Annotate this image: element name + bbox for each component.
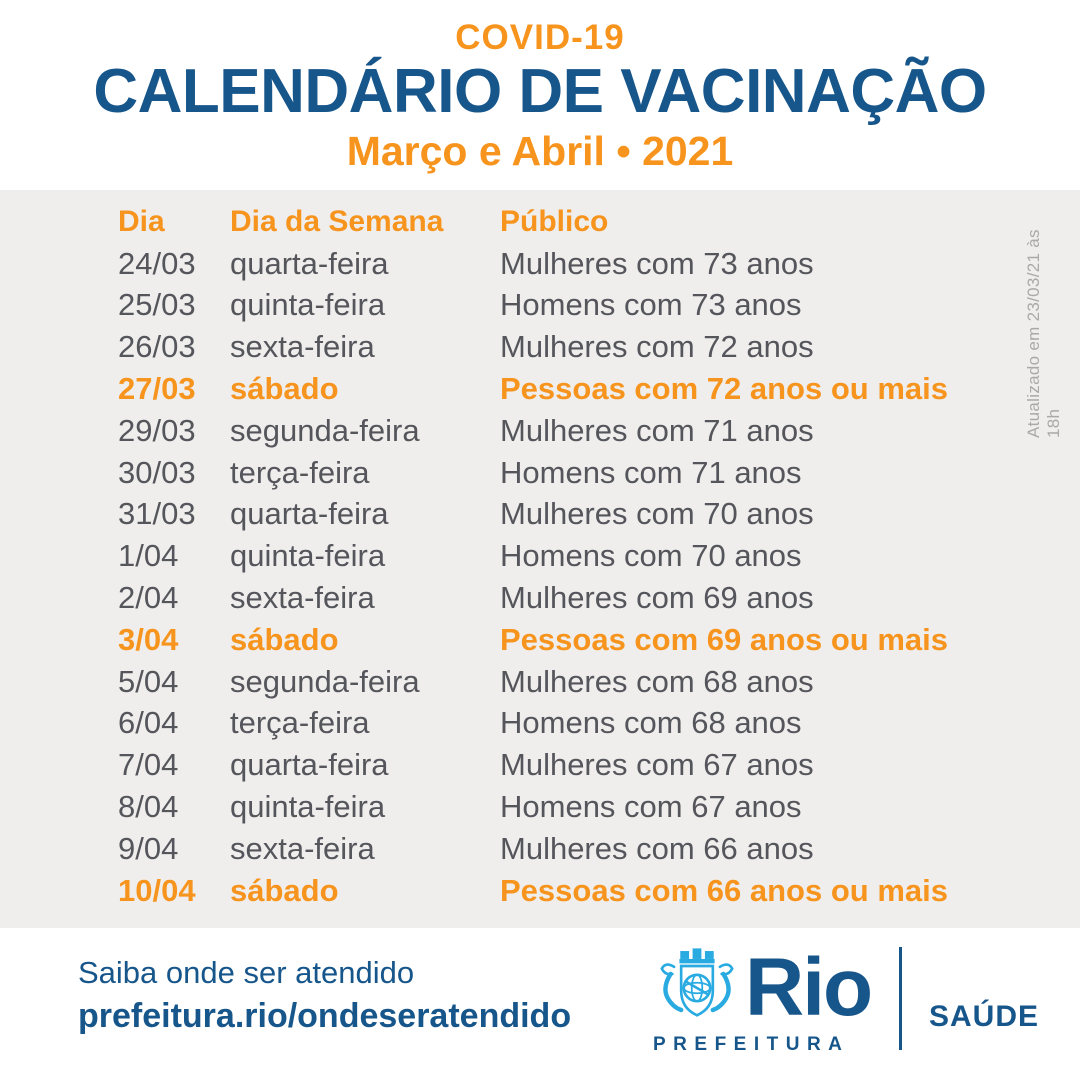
cell-semana: segunda-feira (230, 412, 420, 448)
updated-note: Atualizado em 23/03/21 às 18h (1024, 229, 1063, 438)
footer-cta: Saiba onde ser atendido (78, 955, 415, 990)
cell-publico: Pessoas com 66 anos ou mais (500, 872, 948, 908)
cell-semana: sexta-feira (230, 580, 375, 616)
cell-semana: sexta-feira (230, 830, 375, 866)
cell-dia: 27/03 (118, 371, 196, 407)
table-row (118, 410, 970, 452)
header (0, 0, 1080, 190)
cell-dia: 8/04 (118, 789, 179, 825)
cell-semana: quarta-feira (230, 747, 389, 783)
cell-publico: Mulheres com 66 anos (500, 830, 814, 866)
table-header-row (118, 201, 970, 243)
cell-semana: sábado (230, 621, 339, 657)
cell-semana: quarta-feira (230, 245, 389, 281)
kicker: COVID-19 (455, 18, 625, 57)
table-row (118, 285, 970, 327)
cell-semana: sábado (230, 872, 339, 908)
footer-divider (899, 947, 902, 1050)
cell-dia: 31/03 (118, 496, 196, 532)
table-row (118, 243, 970, 285)
footer-cta-block (78, 955, 571, 1036)
cell-dia: 3/04 (118, 621, 179, 657)
table-row (118, 452, 970, 494)
cell-publico: Pessoas com 72 anos ou mais (500, 371, 948, 407)
table-row (118, 494, 970, 536)
department-label: SAÚDE (929, 1000, 1040, 1033)
cell-publico: Homens com 67 anos (500, 789, 802, 825)
cell-dia: 10/04 (118, 872, 196, 908)
rio-prefeitura-logo (653, 944, 871, 1056)
column-header-dia: Dia (118, 204, 165, 238)
cell-publico: Mulheres com 70 anos (500, 496, 814, 532)
cell-semana: quinta-feira (230, 538, 386, 574)
subtitle: Março e Abril • 2021 (346, 128, 734, 174)
table-row (118, 786, 970, 828)
cell-semana: quinta-feira (230, 287, 386, 323)
cell-dia: 30/03 (118, 454, 196, 490)
table-row (118, 535, 970, 577)
cell-dia: 5/04 (118, 663, 179, 699)
cell-semana: segunda-feira (230, 663, 420, 699)
cell-publico: Mulheres com 67 anos (500, 747, 814, 783)
cell-publico: Homens com 71 anos (500, 454, 802, 490)
cell-publico: Mulheres com 69 anos (500, 580, 814, 616)
column-header-semana: Dia da Semana (230, 204, 444, 238)
cell-semana: terça-feira (230, 705, 370, 741)
cell-dia: 2/04 (118, 580, 179, 616)
cell-publico: Pessoas com 69 anos ou mais (500, 621, 948, 657)
footer-url-link[interactable]: prefeitura.rio/ondeseratendido (78, 997, 572, 1035)
cell-publico: Homens com 70 anos (500, 538, 802, 574)
footer (0, 928, 1080, 1080)
vaccination-table (118, 201, 970, 912)
cell-dia: 29/03 (118, 412, 196, 448)
cell-semana: sexta-feira (230, 329, 375, 365)
table-row (118, 661, 970, 703)
cell-publico: Mulheres com 72 anos (500, 329, 814, 365)
cell-dia: 6/04 (118, 705, 179, 741)
table-row (118, 368, 970, 410)
cell-dia: 1/04 (118, 538, 179, 574)
cell-semana: terça-feira (230, 454, 370, 490)
cell-semana: quarta-feira (230, 496, 389, 532)
table-row (118, 870, 970, 912)
table-row (118, 619, 970, 661)
column-header-publico: Público (500, 204, 609, 238)
table-row (118, 744, 970, 786)
rio-coat-of-arms-icon (653, 944, 741, 1032)
table-row (118, 828, 970, 870)
cell-dia: 24/03 (118, 245, 196, 281)
cell-semana: quinta-feira (230, 789, 386, 825)
cell-publico: Mulheres com 71 anos (500, 412, 814, 448)
cell-publico: Homens com 73 anos (500, 287, 802, 323)
vaccination-table-body (118, 243, 970, 912)
cell-publico: Mulheres com 73 anos (500, 245, 814, 281)
cell-dia: 7/04 (118, 747, 179, 783)
schedule-band (0, 190, 1080, 928)
table-row (118, 577, 970, 619)
table-row (118, 703, 970, 745)
table-row (118, 326, 970, 368)
logo-subtitle: PREFEITURA (653, 1034, 850, 1055)
cell-publico: Mulheres com 68 anos (500, 663, 814, 699)
cell-publico: Homens com 68 anos (500, 705, 802, 741)
cell-dia: 9/04 (118, 830, 179, 866)
page-title: CALENDÁRIO DE VACINAÇÃO (93, 57, 987, 126)
logo-wordmark: Rio (745, 942, 872, 1033)
cell-dia: 26/03 (118, 329, 196, 365)
cell-dia: 25/03 (118, 287, 196, 323)
cell-semana: sábado (230, 371, 339, 407)
